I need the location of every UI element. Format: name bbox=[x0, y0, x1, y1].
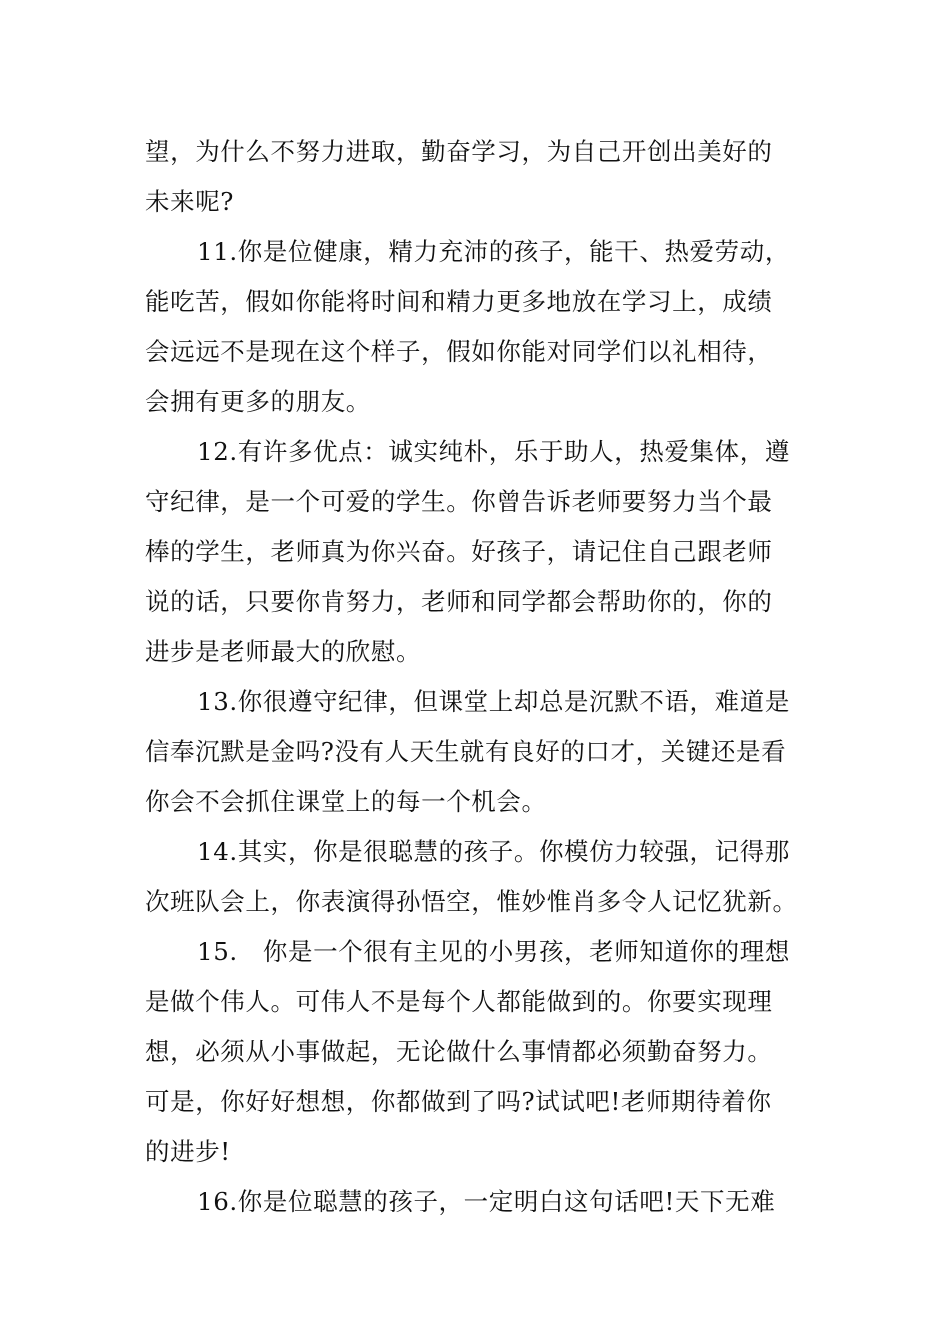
paragraph-line: 会拥有更多的朋友。 bbox=[145, 387, 371, 416]
paragraph-line: 可是，你好好想想，你都做到了吗?试试吧!老师期待着你 bbox=[145, 1087, 772, 1116]
paragraph-first-line: 15. 你是一个很有主见的小男孩，老师知道你的理想 bbox=[197, 937, 790, 966]
paragraph-first-line: 13.你很遵守纪律，但课堂上却总是沉默不语，难道是 bbox=[197, 687, 790, 716]
paragraph-line: 望，为什么不努力进取，勤奋学习，为自己开创出美好的 bbox=[145, 137, 773, 166]
paragraph-line: 你会不会抓住课堂上的每一个机会。 bbox=[145, 787, 547, 816]
paragraph-line: 能吃苦，假如你能将时间和精力更多地放在学习上，成绩 bbox=[145, 287, 773, 316]
paragraph-line: 说的话，只要你肯努力，老师和同学都会帮助你的，你的 bbox=[145, 587, 773, 616]
paragraph-line: 次班队会上，你表演得孙悟空，惟妙惟肖多令人记忆犹新。 bbox=[145, 887, 798, 916]
paragraph-line: 守纪律，是一个可爱的学生。你曾告诉老师要努力当个最 bbox=[145, 487, 773, 516]
paragraph-line: 信奉沉默是金吗?没有人天生就有良好的口才，关键还是看 bbox=[145, 737, 787, 766]
document-body bbox=[145, 127, 810, 1227]
paragraph-first-line: 14.其实，你是很聪慧的孩子。你模仿力较强，记得那 bbox=[197, 837, 790, 866]
paragraph-line: 未来呢? bbox=[145, 187, 235, 216]
paragraph-line: 会远远不是现在这个样子，假如你能对同学们以礼相待， bbox=[145, 337, 773, 366]
paragraph-line: 进步是老师最大的欣慰。 bbox=[145, 637, 422, 666]
paragraph-line: 是做个伟人。可伟人不是每个人都能做到的。你要实现理 bbox=[145, 987, 773, 1016]
paragraph-first-line: 16.你是位聪慧的孩子，一定明白这句话吧!天下无难 bbox=[197, 1187, 776, 1216]
paragraph-line: 棒的学生，老师真为你兴奋。好孩子，请记住自己跟老师 bbox=[145, 537, 773, 566]
paragraph-first-line: 12.有许多优点：诚实纯朴，乐于助人，热爱集体，遵 bbox=[197, 437, 790, 466]
paragraph-line: 的进步! bbox=[145, 1137, 231, 1166]
paragraph-line: 想，必须从小事做起，无论做什么事情都必须勤奋努力。 bbox=[145, 1037, 773, 1066]
paragraph-first-line: 11.你是位健康，精力充沛的孩子，能干、热爱劳动， bbox=[197, 237, 790, 266]
